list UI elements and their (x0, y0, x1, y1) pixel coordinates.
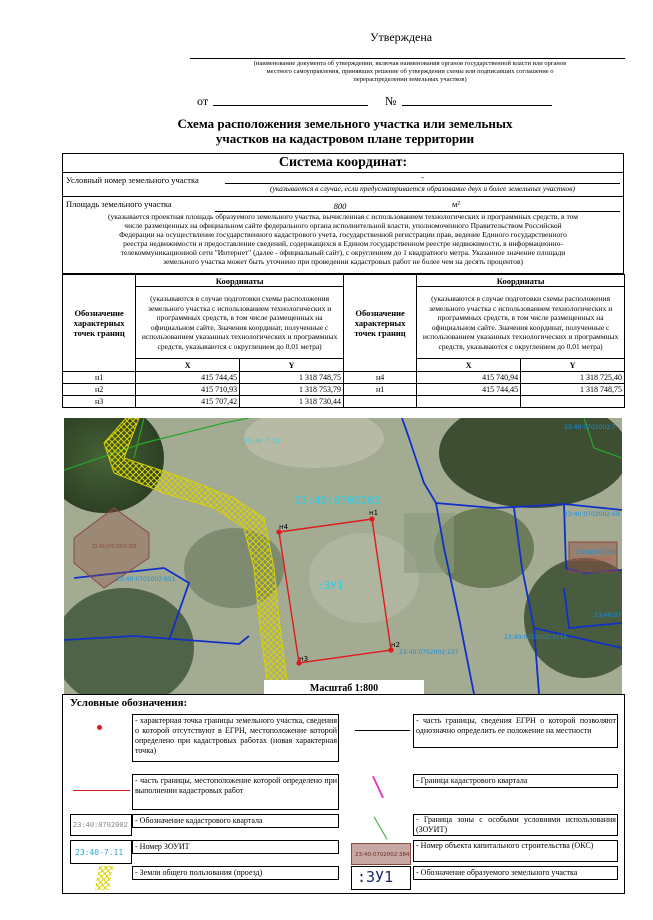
conditional-number-note: (указывается в случае, если предусматривается образование двух и более земельных участков) (269, 184, 576, 193)
conditional-number-value: - (421, 172, 424, 182)
oks-number-sample: 23:40:0702002:384 (355, 852, 410, 858)
y-cell: 1 318 725,40 (521, 372, 625, 384)
coords-note: (указываются в случае подготовки схемы расположения земельного участка с использованием технологических и программных средств, в том числе размещенных на официальном сайте. Значения координат, полученные с использованием указанных технологических и программных средств, указываются с округлением до 0,01 метра) (136, 287, 344, 359)
legend-item-quarter-boundary: - Граница кадастрового квартала (416, 776, 528, 785)
zouit-label: 23:40-7.11 (244, 438, 281, 445)
form-divider (62, 196, 624, 197)
area-unit: м² (452, 199, 460, 209)
y-cell (521, 396, 625, 408)
parcel-1115-label: 23:40:0702002:1115 (504, 634, 568, 641)
point-swatch-icon (97, 725, 102, 730)
new-boundary-swatch (73, 790, 130, 791)
title-line: Схема расположения земельного участка или земельных (177, 116, 513, 131)
coord-system-label: Система координат: (278, 155, 408, 170)
point-cell: н4 (343, 372, 416, 384)
x-header: X (136, 359, 240, 372)
point-n3-label: н3 (299, 655, 309, 663)
page-title (140, 116, 550, 146)
oks-left-label: 23:40:070:2002:308 (92, 544, 137, 550)
point-n1 (369, 516, 374, 521)
x-cell: 415 710,93 (136, 384, 240, 396)
legend-item-quarter-label: - Обозначение кадастрового квартала (135, 816, 263, 825)
coords-note: (указываются в случае подготовки схемы расположения земельного участка с использованием технологических и программных средств, в том числе размещенных на официальном сайте. Значения координат, полученные с использованием указанных технологических и программных средств, указываются с округлением до 0,01 метра) (417, 287, 625, 359)
conditional-number-label: Условный номер земельного участка (66, 175, 199, 185)
legend-item-new-boundary: - часть границы, местоположение которой определено при выполнении кадастровых работ (135, 776, 337, 795)
y-cell: 1 318 748,75 (240, 372, 344, 384)
zouit-number-sample: 23:40-7.11 (75, 848, 124, 857)
area-note-line: телекоммуникационной сети "Интернет" (далее - официальный сайт), с округлением до 1 квадратного метра. Указанное значение площади (120, 248, 566, 257)
area-note-line: числе размещенных на официальном сайте федерального органа исполнительной власти, уполномоченного Правительством Российской (124, 221, 562, 230)
y-header: Y (240, 359, 344, 372)
point-cell (343, 396, 416, 408)
plot-label-sample: :ЗУ1 (357, 868, 394, 886)
approved-label: Утверждена (370, 30, 433, 44)
quarter-label-sample: 23:40:0702002 (73, 821, 128, 829)
point-n2-label: н2 (391, 641, 401, 649)
cadastral-map (64, 418, 622, 694)
y-cell: 1 318 748,75 (521, 384, 625, 396)
parcel-7-label: 23:40:0702002:7 (564, 424, 616, 431)
point-n4-label: н4 (279, 523, 289, 531)
parcel-200-label: 23:40:070200 (576, 549, 619, 556)
doc-note (190, 60, 630, 84)
coords-header: Координаты (417, 275, 625, 287)
parcel-07-label: 23:40:07 (594, 612, 621, 619)
coordinates-table (62, 274, 625, 408)
legend-item-new-point: - характерная точка границы земельного участка, сведения о которой отсутствуют в ЕГРН, местоположение которой определено при кадастровых работах (новая характерная точка) (135, 716, 337, 755)
x-cell: 415 707,42 (136, 396, 240, 408)
doc-note-line: (наименование документа об утверждении, включая наименования органов государственной власти или органов (253, 60, 567, 67)
table-row (63, 396, 625, 408)
y-header: Y (521, 359, 625, 372)
doc-note-line: перераспределении земельных участков) (353, 76, 467, 83)
parcel-137-label: 23:40:0702002:137 (399, 649, 459, 656)
area-note-line: (указывается проектная площадь образуемого земельного участка, вычисленная с использованием технологических и программных средств, в том (107, 212, 579, 221)
parcel-69-label: 23:40:0702002:69 (564, 511, 620, 518)
point-cell: н3 (63, 396, 136, 408)
legend-swatch-point (70, 714, 132, 758)
date-underline (213, 105, 368, 106)
x-cell (417, 396, 521, 408)
x-cell: 415 740,94 (417, 372, 521, 384)
coords-header: Координаты (136, 275, 344, 287)
points-header: Обозначение характерных точек границ (343, 275, 416, 372)
legend-item-existing-boundary: - часть границы, сведения ЕГРН о которой позволяют однозначно определить ее положение на местности (416, 716, 616, 735)
number-underline (402, 105, 552, 106)
points-header: Обозначение характерных точек границ (63, 275, 136, 372)
table-row (63, 372, 625, 384)
legend-item-oks: - Номер объекта капитального строительства (ОКС) (416, 841, 594, 850)
legend-item-zouit: - Граница зоны с особыми условиями использования (ЗОУИТ) (416, 815, 616, 834)
doc-name-underline (190, 58, 625, 59)
y-cell: 1 318 730,44 (240, 396, 344, 408)
legend-item-new-plot: - Обозначение образуемого земельного участка (416, 868, 578, 877)
area-note-line: реестра недвижимости и предоставление сведений, содержащихся в Едином государственном реестре недвижимости, в информационно- (123, 239, 563, 248)
legend-title: Условные обозначения: (70, 697, 188, 709)
area-label: Площадь земельного участка (66, 199, 172, 209)
scale-label: Масштаб 1:800 (309, 683, 379, 694)
legend-item-zouit-number: - Номер ЗОУИТ (135, 842, 190, 851)
area-note-line: земельного участка может быть уточнено при проведении кадастровых работ не более чем на десять процентов) (162, 257, 524, 266)
point-cell: н1 (63, 372, 136, 384)
oks-right-label: 23:40:0702002:641 (569, 557, 613, 563)
area-note (64, 212, 622, 266)
quarter-label: 23:40:0702002 (294, 494, 381, 507)
point-cell: н1 (343, 384, 416, 396)
area-value: 800 (333, 201, 347, 211)
title-line: участков на кадастровом плане территории (215, 131, 475, 146)
legend-item-common-land: - Земли общего пользования (проезд) (135, 868, 263, 877)
table-row (63, 384, 625, 396)
from-label: от (197, 94, 209, 108)
parcel-651-label: 23:40:0702002:651 (116, 576, 176, 583)
y-cell: 1 318 753,79 (240, 384, 344, 396)
point-cell: н2 (63, 384, 136, 396)
point-n1-label: н1 (369, 509, 379, 517)
x-header: X (417, 359, 521, 372)
x-cell: 415 744,45 (417, 384, 521, 396)
area-note-line: Федерации на осуществление государственного кадастрового учета, государственной регистрации прав, ведение Единого государственного (119, 230, 567, 239)
doc-note-line: местного самоуправления, принявших решение об утверждении схемы или подписавших соглашение о (266, 68, 554, 75)
x-cell: 415 744,45 (136, 372, 240, 384)
existing-boundary-swatch (355, 730, 410, 731)
number-label: № (385, 94, 397, 108)
plot-label: :ЗУ1 (317, 579, 344, 592)
